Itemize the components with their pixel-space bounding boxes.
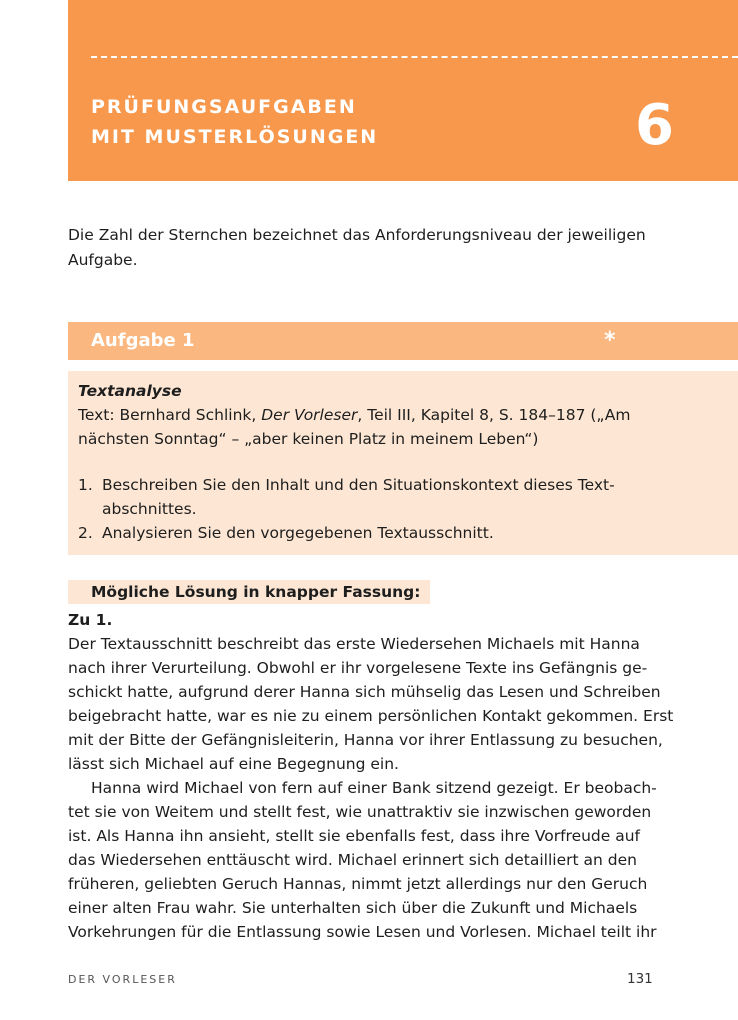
text-line: Hanna wird Michael von fern auf einer Bank sitzend gezeigt. Er beobach- (91, 779, 657, 797)
text-line: lässt sich Michael auf eine Begegnung ein. (68, 755, 399, 773)
text-line: einer alten Frau wahr. Sie unterhalten sich über die Zukunft und Michaels (68, 899, 638, 917)
task-heading-bar (68, 322, 738, 360)
book-title: Der Vorleser (261, 406, 358, 424)
text-line: schickt hatte, aufgrund derer Hanna sich mühselig das Lesen und Schreiben (68, 683, 661, 701)
text-line: Der Textausschnitt beschreibt das erste Wiedersehen Michaels mit Hanna (68, 635, 640, 653)
task-list (78, 473, 678, 545)
task-item-number: 2. (78, 524, 93, 542)
task-item-text: Analysieren Sie den vorgegebenen Textausschnitt. (102, 524, 494, 542)
task-source-text (78, 403, 678, 451)
dashed-divider (91, 56, 738, 58)
task-item-number: 1. (78, 476, 93, 494)
running-footer-title: DER VORLESER (68, 973, 177, 986)
task-source-suffix: , Teil III, Kapitel 8, S. 184–187 („Am nächsten Sonntag“ – „aber keinen Platz in meinem Leben“) (78, 406, 631, 448)
text-line: tet sie von Weitem und stellt fest, wie unattraktiv sie inzwischen geworden (68, 803, 652, 821)
solution-heading-box (68, 580, 430, 604)
intro-paragraph: Die Zahl der Sternchen bezeichnet das Anforderungsniveau der jeweiligen Aufgabe. (68, 226, 646, 269)
chapter-title-line-1: PRÜFUNGSAUFGABEN (91, 96, 357, 118)
page-number: 131 (627, 971, 653, 987)
difficulty-stars: * (604, 328, 616, 353)
text-line: beigebracht hatte, war es nie zu einem persönlichen Kontakt gekommen. Erst (68, 707, 674, 725)
task-list-item (78, 473, 678, 521)
answer-heading: Zu 1. (68, 611, 113, 629)
text-line: nach ihrer Verurteilung. Obwohl er ihr vorgelesene Texte ins Gefängnis ge- (68, 659, 648, 677)
task-source-prefix: Text: Bernhard Schlink, (78, 406, 262, 424)
text-line: ist. Als Hanna ihn ansieht, stellt sie ebenfalls fest, dass ihre Vorfreude auf (68, 827, 641, 845)
task-content (78, 379, 678, 545)
task-item-text: Beschreiben Sie den Inhalt und den Situationskontext dieses Textabschnittes. (102, 476, 615, 518)
chapter-title (91, 92, 378, 152)
text-line: mit der Bitte der Gefängnisleiterin, Hanna vor ihrer Entlassung zu besuchen, (68, 731, 663, 749)
task-title: Aufgabe 1 (91, 330, 195, 351)
text-line: das Wiedersehen enttäuscht wird. Michael erinnert sich detailliert an den (68, 851, 637, 869)
text-line: Vorkehrungen für die Entlassung sowie Lesen und Vorlesen. Michael teilt ihr (68, 923, 657, 941)
solution-heading: Mögliche Lösung in knapper Fassung: (91, 583, 421, 601)
chapter-header (68, 0, 738, 181)
text-line: früheren, geliebten Geruch Hannas, nimmt jetzt allerdings nur den Geruch (68, 875, 648, 893)
task-type: Textanalyse (78, 382, 182, 400)
chapter-title-line-2: MIT MUSTERLÖSUNGEN (91, 126, 379, 148)
chapter-number: 6 (635, 93, 674, 158)
task-list-item (78, 521, 678, 545)
task-box (68, 371, 738, 555)
solution-text (68, 632, 674, 944)
